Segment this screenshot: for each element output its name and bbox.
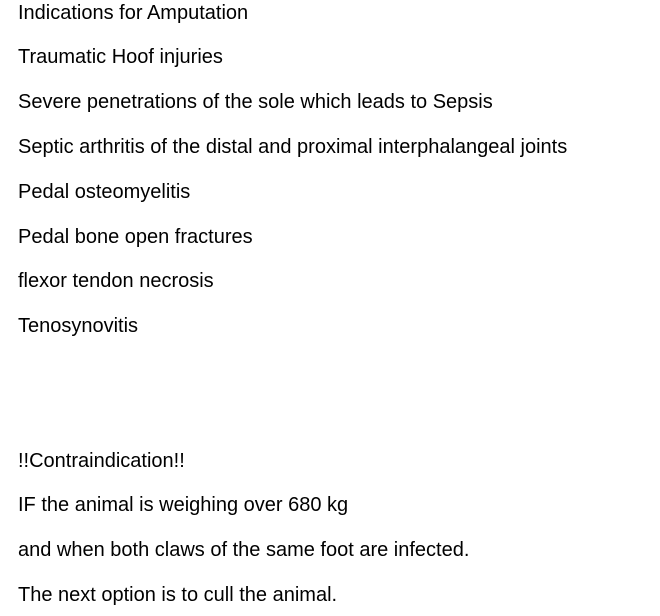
indication-item: Septic arthritis of the distal and proximal interphalangeal joints xyxy=(18,136,568,158)
indication-item: Pedal osteomyelitis xyxy=(18,181,191,203)
indication-item: Pedal bone open fractures xyxy=(18,226,253,248)
contraindication-heading: !!Contraindication!! xyxy=(18,450,185,472)
contraindication-line: IF the animal is weighing over 680 kg xyxy=(18,494,349,516)
indication-item: Tenosynovitis xyxy=(18,315,139,337)
indication-item: Traumatic Hoof injuries xyxy=(18,46,223,68)
contraindication-line: and when both claws of the same foot are infected. xyxy=(18,539,470,561)
indication-item: flexor tendon necrosis xyxy=(18,270,214,292)
contraindication-line: The next option is to cull the animal. xyxy=(18,584,338,606)
indication-item: Severe penetrations of the sole which leads to Sepsis xyxy=(18,91,493,113)
indications-heading: Indications for Amputation xyxy=(18,2,249,24)
